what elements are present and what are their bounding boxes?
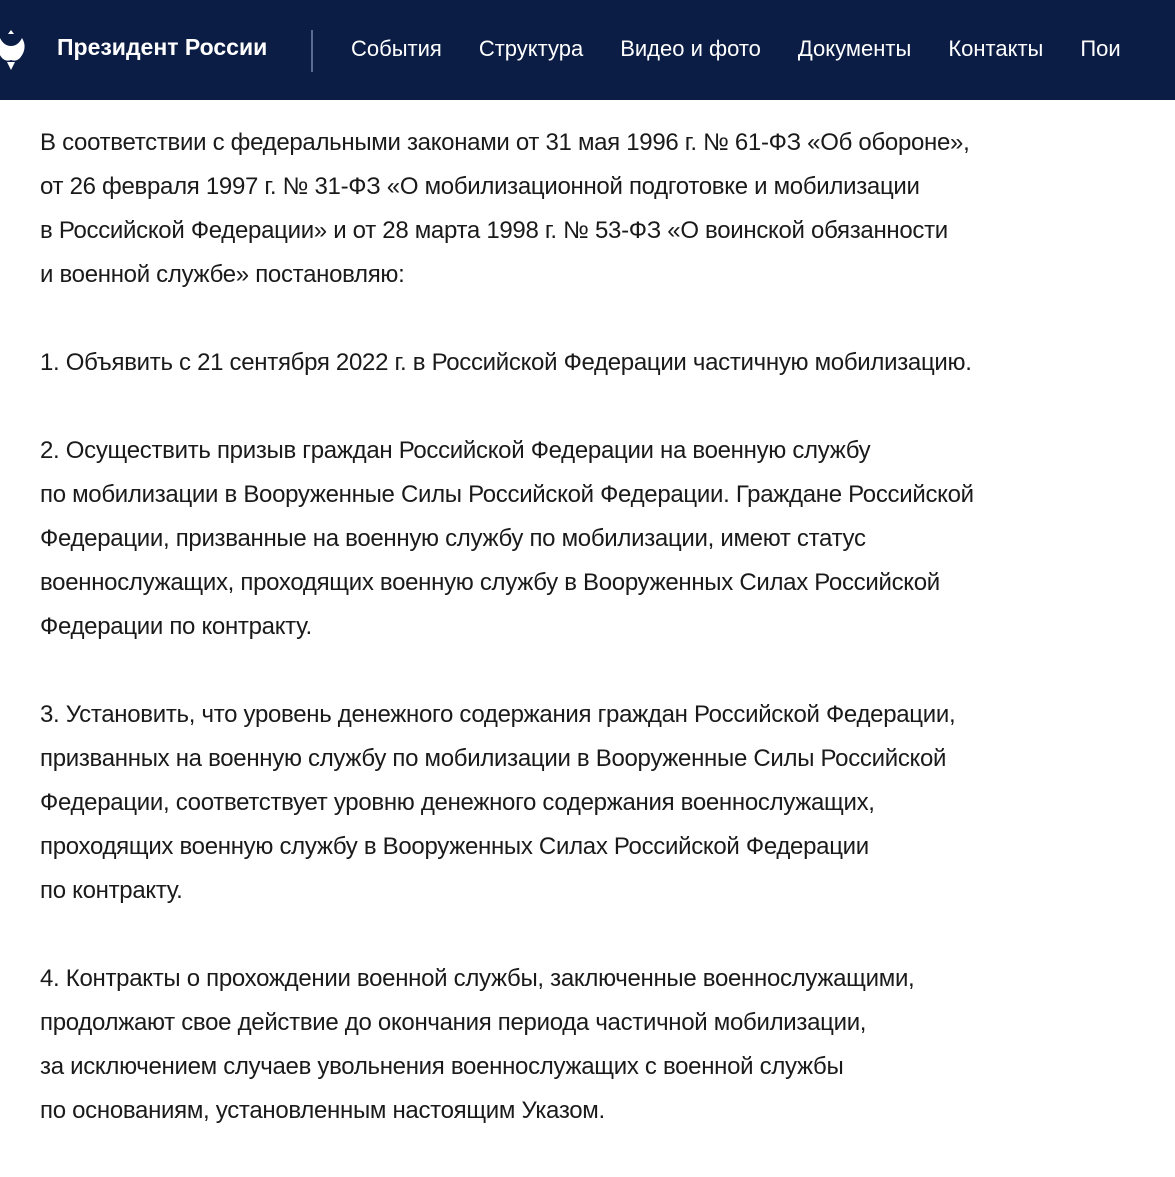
site-brand-link[interactable]: Президент России (57, 34, 268, 60)
nav-documents[interactable]: Документы (797, 36, 912, 61)
nav-events[interactable]: События (351, 36, 442, 61)
paragraph-4 (40, 957, 974, 1133)
text-line: от 26 февраля 1997 г. № 31-ФЗ «О мобилизационной подготовке и мобилизации (40, 173, 920, 200)
text-line: по мобилизации в Вооруженные Силы Российской Федерации. Граждане Российской (40, 481, 974, 508)
main-nav (351, 36, 1121, 62)
text-line: Федерации, призванные на военную службу по мобилизации, имеют статус (40, 525, 866, 552)
text-line: В соответствии с федеральными законами от 31 мая 1996 г. № 61-ФЗ «Об обороне», (40, 129, 970, 156)
text-line: по контракту. (40, 877, 183, 904)
site-header (0, 0, 1175, 100)
text-line: 4. Контракты о прохождении военной службы, заключенные военнослужащими, (40, 965, 915, 992)
text-line: 3. Установить, что уровень денежного содержания граждан Российской Федерации, (40, 701, 956, 728)
nav-video-photo[interactable]: Видео и фото (620, 36, 761, 61)
paragraph-0 (40, 121, 974, 297)
text-line: военнослужащих, проходящих военную службу в Вооруженных Силах Российской (40, 569, 940, 596)
text-line: в Российской Федерации» и от 28 марта 1998 г. № 53-ФЗ «О воинской обязанности (40, 217, 948, 244)
paragraph-2 (40, 429, 974, 649)
text-line: Федерации по контракту. (40, 613, 312, 640)
paragraph-1 (40, 341, 974, 385)
nav-contacts[interactable]: Контакты (948, 36, 1044, 61)
text-line: и военной службе» постановляю: (40, 261, 405, 288)
text-line: продолжают свое действие до окончания периода частичной мобилизации, (40, 1009, 867, 1036)
text-line: 1. Объявить с 21 сентября 2022 г. в Российской Федерации частичную мобилизацию. (40, 349, 972, 376)
text-line: призванных на военную службу по мобилизации в Вооруженные Силы Российской (40, 745, 947, 772)
text-line: за исключением случаев увольнения военнослужащих с военной службы (40, 1053, 844, 1080)
text-line: 2. Осуществить призыв граждан Российской Федерации на военную службу (40, 437, 871, 464)
header-divider (311, 30, 313, 72)
coat-of-arms-icon[interactable] (0, 26, 28, 72)
paragraph-3 (40, 693, 974, 913)
nav-search[interactable]: Пои (1080, 36, 1121, 61)
text-line: по основаниям, установленным настоящим Указом. (40, 1097, 605, 1124)
text-line: проходящих военную службу в Вооруженных Силах Российской Федерации (40, 833, 869, 860)
text-line: Федерации, соответствует уровню денежного содержания военнослужащих, (40, 789, 875, 816)
nav-structure[interactable]: Структура (478, 36, 584, 61)
decree-text (40, 121, 974, 1177)
